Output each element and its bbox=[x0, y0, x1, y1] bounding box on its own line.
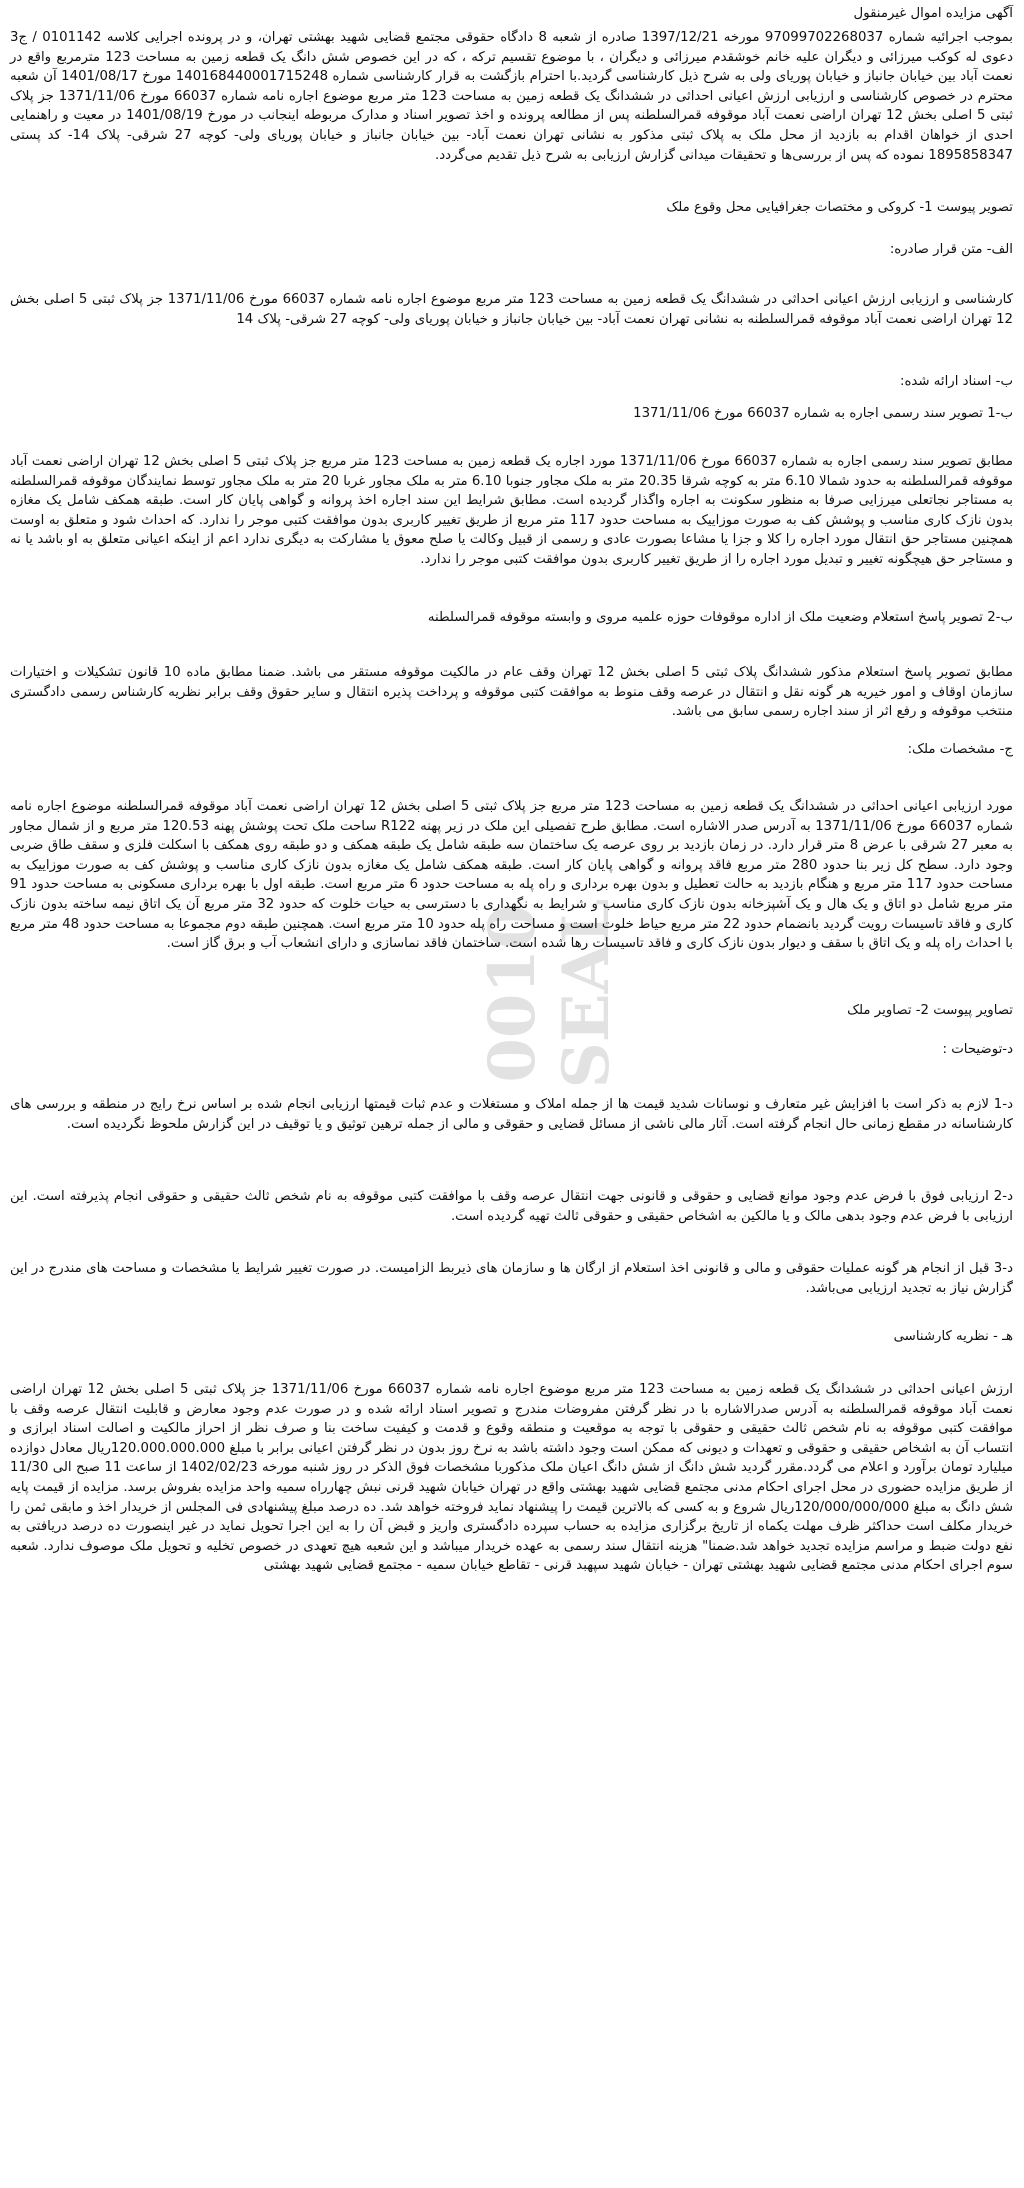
section-jim-heading: ج- مشخصات ملک: bbox=[907, 742, 1013, 757]
notice-title: آگهی مزایده اموال غیرمنقول bbox=[853, 6, 1013, 21]
section-be1-body: مطابق تصویر سند رسمی اجاره به شماره 66037 مورخ 1371/11/06 مورد اجاره یک قطعه زمین به مساحت 123 متر مربع جز پلاک ثبتی 5 اصلی بخش 12 تهران اراضی نعمت آباد موقوفه قمرالسلطنه به حدود شمالا 6.10 متر به کوچه شرقا 20.35 متر به ملک مجاور جنوبا 6.10 متر به ملک مجاور غربا 20 متر به ملک مجاور توسط نمایندگان موقوفه قمرالسلطنه به مستاجر نجاتعلی میرزایی صرفا به منظور سکونت به اجاره واگذار گردیده است. مطابق شرایط این سند اجاره اخذ پروانه و گواهی پایان کار است. طبقه همکف شامل یک مغازه بدون نازک کاری مناسب و پوشش کف به صورت موزاییک به مساحت حدود 117 متر مربع از طریق تغییر کاربری بدون موافقت کتبی موجر را ندارد. که احداث شود و متعلق به اوست همچنین مستاجر حق انتقال مورد اجاره را کلا و جزا یا مشاعا بصورت عادی و رسمی از قبیل وکالت یا صلح معوق یا مشارکت به دیگری ندارد اعم از اینکه اعیانی متعلق به او باشد یا نه و مستاجر حق هیچگونه تغییر و تبدیل مورد اجاره را از طریق تغییر کاربری بدون موافقت کتبی موجر را ندارد. bbox=[10, 454, 1014, 567]
section-be1-heading: ب-1 تصویر سند رسمی اجاره به شماره 66037 مورخ 1371/11/06 bbox=[633, 406, 1013, 421]
section-be2-heading: ب-2 تصویر پاسخ استعلام وضعیت ملک از اداره موقوفات حوزه علمیه مروی و وابسته موقوفه قمرالسلطنه bbox=[427, 610, 1013, 625]
section-jim-body: مورد ارزیابی اعیانی احداثی در ششدانگ یک قطعه زمین به مساحت 123 متر مربع جز پلاک ثبتی 5 اصلی بخش 12 تهران اراضی نعمت آباد موقوفه قمرالسلطنه موضوع اجاره نامه شماره 66037 مورخ 1371/11/06 به آدرس صدر الاشاره است. مطابق طرح تفصیلی این ملک در زیر پهنه R122 ساحت ملک تحت پوشش پهنه 120.53 متر مربع و از شمال مجاور به معبر 27 شرقی با عرض 8 متر قرار دارد. در زمان بازدید بر روی عرصه یک ساختمان سه طبقه شامل یک طبقه همکف و دو طبقه روی همکف با اسکلت فلزی و سقف طاق ضربی وجود دارد. سطح کل زیر بنا حدود 280 متر مربع فاقد پروانه و گواهی پایان کار است. طبقه همکف شامل یک مغازه بدون نازک کاری مناسب و پوشش کف به صورت موزاییک به مساحت حدود 117 متر مربع و هنگام بازدید به حالت تعطیل و بدون بهره برداری و راه پله به مساحت حدود 6 متر مربع است. طبقه اول با بهره برداری مسکونی به مساحت حدود 91 متر مربع شامل دو اتاق و یک هال و یک آشپزخانه بدون نازک کاری مناسب و شرایط به نگهداری با دسترسی به حیات خلوت که حدود 32 متر مربع آن یک اتاق نیمه ساخته بدون نازک کاری و فاقد تاسیسات رویت گردید بانضمام حدود 22 متر مربع حیاط خلوت است و مساحت راه پله حدود 10 متر مربع است. همچنین طبقه دوم مجموعا به مساحت حدود 48 متر مربع با احداث راه پله و یک اتاق با سقف و دیوار بدون نازک کاری و فاقد تاسیسات رها شده است. ساختمان فاقد نماسازی و دارای انشعاب آب و برق گاز است. bbox=[10, 799, 1014, 952]
section-dal2-body: د-2 ارزیابی فوق با فرض عدم وجود موانع قضایی و حقوقی و قانونی جهت انتقال عرصه وقف با موافقت کتبی موقوفه به نام شخص ثالث حقیقی و حقوقی انجام پذیرفته است. این ارزیابی با فرض عدم وجود بدهی مالک و یا مالکین به اشخاص حقیقی و حقوقی ثالث تهیه گردیده است. bbox=[10, 1189, 1013, 1224]
section-he-heading: هـ - نظریه کارشناسی bbox=[893, 1329, 1013, 1344]
section-be2-body: مطابق تصویر پاسخ استعلام مذکور ششدانگ پلاک ثبتی 5 اصلی بخش 12 تهران وقف عام در مالکیت موقوفه مستقر می باشد. ضمنا مطابق ماده 10 قانون تشکیلات و اختیارات سازمان اوقاف و امور خیریه هر گونه نقل و انتقال در عرصه وقف منوط به موافقت کتبی موقوفه و پرداخت پذیره انتقال و سایر حقوق وقف برابر نظریه کارشناس رسمی دادگستری منتخب موقوفه و رفع اثر از سند اجاره رسمی سابق می باشد. bbox=[10, 665, 1013, 720]
section-alef-heading: الف- متن قرار صادره: bbox=[889, 242, 1013, 257]
section-alef-body: کارشناسی و ارزیابی ارزش اعیانی احداثی در ششدانگ یک قطعه زمین به مساحت 123 متر مربع موضوع اجاره نامه شماره 66037 مورخ 1371/11/06 جز پلاک ثبتی 5 اصلی بخش 12 تهران اراضی نعمت آباد موقوفه قمرالسلطنه به نشانی تهران نعمت آباد- بین خیابان جانباز و خیابان پوریای ولی- کوچه 27 شرقی- پلاک 14 bbox=[10, 292, 1013, 327]
section-he-body: ارزش اعیانی احداثی در ششدانگ یک قطعه زمین به مساحت 123 متر مربع موضوع اجاره نامه شماره 66037 مورخ 1371/11/06 جز پلاک ثبتی 5 اصلی بخش 12 تهران اراضی نعمت آباد موقوفه قمرالسلطنه به آدرس صدرالاشاره با در نظر گرفتن مفروضات مندرج و تصویر اسناد ارائه شده و در صورت عدم وجود معارض و قابلیت انتقال عرصه وقف با موافقت کتبی موقوفه به نام شخص ثالث حقیقی و حقوقی با توجه به موقعیت و منطقه وقوع و قدمت و کیفیت ساخت بنا و صرف نظر از احراز مالکیت و اصالت اسناد ابرازی و انتساب آن به اشخاص حقیقی و حقوقی و تعهدات و دیونی که ممکن است وجود داشته باشد به نرخ روز بدون در نظر گرفتن اعیانی برابر با مبلغ 120.000.000.000ریال معادل دوازده میلیارد تومان برآورد و اعلام می گردد.مقرر گردید شش دانگ از شش دانگ اعیان ملک مذکوربا مشخصات فوق الذکر در روز شنبه مورخه 1402/02/23 از ساعت 11 صبح الی 11/30 از طریق مزایده حضوری در محل اجرای احکام مدنی مجتمع قضایی شهید بهشتی واقع در تهران خیابان شهید قرنی نبش چهارراه سمیه واحد مزایده بفروش برسد. مزایده از قیمت پایه شش دانگ به مبلغ 120/000/000/000ریال شروع و به کسی که بالاترین قیمت را پیشنهاد نماید فروخته خواهد شد. ده درصد مبلغ پیشنهادی فی المجلس از خریدار اخذ و مابقی ثمن را خریدار مکلف است حداکثر ظرف مهلت یکماه از تاریخ برگزاری مزایده به حساب سپرده دادگستری واریز و قبض آن را به این اجرا تحویل نماید در غیر اینصورت ده درصد دریافتی به نفع دولت ضبط و مراسم مزایده تجدید خواهد شد.ضمنا" هزینه انتقال سند رسمی به عهده خریدار میباشد و این شعبه هیچ تعهدی در خصوص تخلیه و تحویل ملک موصوف ندارد. شعبه سوم اجرای احکام مدنی مجتمع قضایی شهید بهشتی تهران - خیابان شهید سپهبد قرنی - تقاطع خیابان سمیه - مجتمع قضایی شهید بهشتی bbox=[10, 1382, 1014, 1574]
section-dal-heading: د-توضیحات : bbox=[942, 1042, 1013, 1057]
attachment2-heading: تصاویر پیوست 2- تصاویر ملک bbox=[847, 1003, 1013, 1018]
intro-paragraph: بموجب اجرائیه شماره 97099702268037 مورخه 1397/12/21 صادره از شعبه 8 دادگاه حقوقی مجتمع قضایی شهید بهشتی تهران، و در پرونده اجرایی کلاسه 0101142 / ج3 دعوی له کوکب میرزائی و دیگران علیه خانم خوشقدم میرزائی و دیگران ، با موضوع تقسیم ترکه ، که در این خصوص شش دانگ یک قطعه زمین به مساحت 123 مترمربع واقع در نعمت آباد بین خیابان جانباز و خیابان پوریای ولی به شرح ذیل کارشناسی گردید.با احترام بازگشت به قرار کارشناسی شماره 140168440001715248 مورخ 1401/08/17 آن شعبه محترم در خصوص کارشناسی و ارزیابی ارزش اعیانی احداثی در ششدانگ یک قطعه زمین به مساحت 123 متر مربع موضوع اجاره نامه شماره 66037 مورخ 1371/11/06 جز پلاک ثبتی 5 اصلی بخش 12 تهران اراضی نعمت آباد موقوفه قمرالسلطنه پس از مطالعه پرونده و اخذ تصویر اسناد و مدارک مربوطه اینجانب در مورخ 1401/08/19 در معیت و راهنمایی احدی از خواهان اقدام به بازدید از محل ملک به پلاک ثبتی مذکور به نشانی تهران نعمت آباد- بین خیابان جانباز و خیابان پوریای ولی- کوچه 27 شرقی- پلاک 14- کد پستی 1895858347 نموده که پس از بررسی‌ها و تحقیقات میدانی گزارش ارزیابی به شرح ذیل تقدیم می‌گردد. bbox=[10, 30, 1014, 163]
section-be-heading: ب- اسناد ارائه شده: bbox=[899, 374, 1013, 389]
attachment1-heading: تصویر پیوست 1- کروکی و مختصات جغرافیایی محل وقوع ملک bbox=[666, 200, 1013, 215]
section-dal1-body: د-1 لازم به ذکر است با افزایش غیر متعارف و نوسانات شدید قیمت ها از جمله املاک و مستغلات و عدم ثبات قیمتها ارزیابی انجام شده بر اساس نرخ رایج در منطقه و بررسی های کارشناسانه در مقطع زمانی حال انجام گرفته است. آثار مالی ناشی از مسائل قضایی و حقوقی و مالی از جمله ترهین توثیق و یا توقیف در این گزارش ملحوظ نگردیده است. bbox=[10, 1097, 1013, 1132]
background-watermark: 0010 SEAL bbox=[475, 898, 624, 1089]
section-dal3-body: د-3 قبل از انجام هر گونه عملیات حقوقی و مالی و قانونی اخذ استعلام از ارگان ها و سازمان های ذیربط الزامیست. در صورت تغییر شرایط یا مشخصات و مساحت های مندرج در این گزارش نیاز به تجدید ارزیابی می‌باشد. bbox=[10, 1261, 1013, 1296]
